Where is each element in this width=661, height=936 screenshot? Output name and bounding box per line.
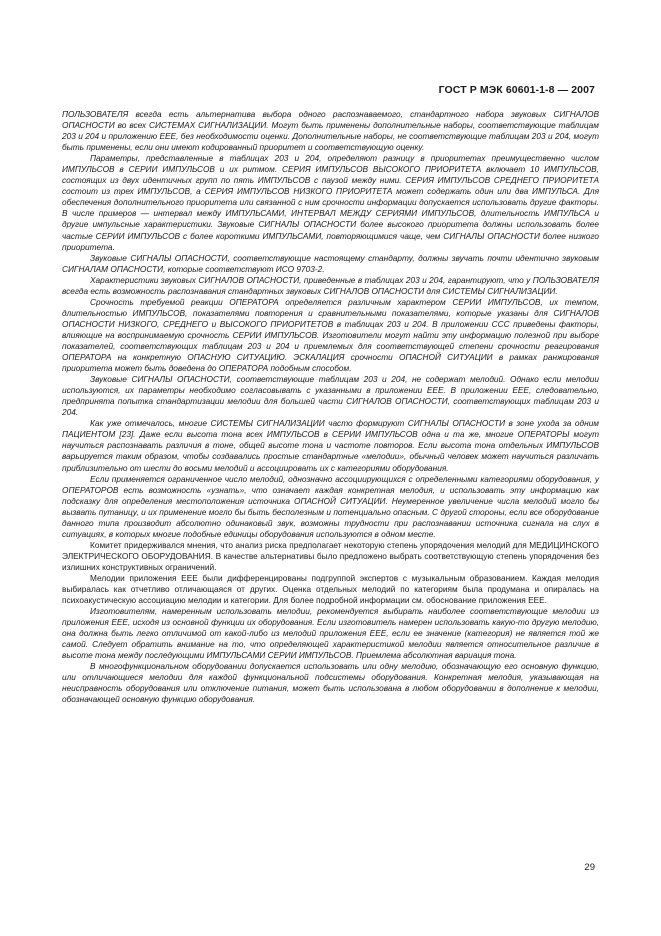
paragraph: ПОЛЬЗОВАТЕЛЯ всегда есть альтернатива выбора одного распознаваемого, стандартного набора звуковых СИГНАЛОВ ОПАСНОСТИ во всех СИСТЕМАХ СИГНАЛИЗАЦИИ. Могут быть применены дополнительные наборы, соответствующие таблицам 203 и 204 и приложению ЕЕЕ, без необходимости оценки. Дополнительные наборы, не соответствующие таблицам 203 и 204, могут быть применены, если они имеют кодированный приоритет и соответствующую оценку. — [62, 109, 599, 153]
paragraph: Характеристики звуковых СИГНАЛОВ ОПАСНОСТИ, приведенные в таблицах 203 и 204, гарантируют, что у ПОЛЬЗОВАТЕЛЯ всегда есть возможность распознавания стандартных звуковых СИГНАЛОВ ОПАСНОСТИ для СИСТЕМЫ СИГНАЛИЗАЦИИ. — [62, 274, 599, 296]
paragraph: Мелодии приложения ЕЕЕ были дифференцированы подгруппой экспертов с музыкальным образованием. Каждая мелодия выбиралась как отчетливо отличающаяся от других. Оценка отдельных мелодий по категориям была продумана и опиралась на психоакустическую ассоциацию мелодии и категории. Для более подробной информации см. обоснование приложения ЕЕЕ. — [62, 572, 599, 606]
body-text — [62, 109, 599, 706]
paragraph: Как уже отмечалось, многие СИСТЕМЫ СИГНАЛИЗАЦИИ часто формируют СИГНАЛЫ ОПАСНОСТИ в зоне ухода за одним ПАЦИЕНТОМ [23]. Даже если высота тона всех ИМПУЛЬСОВ в СЕРИИ ИМПУЛЬСОВ одна и та же, многие ОПЕРАТОРЫ могут научиться распознавать различия в тоне, общей высоте тона и частоте повторов. Если высота тона отдельных ИМПУЛЬСОВ варьируется таким образом, чтобы создавались простые стандартные «мелодии», обычный человек может научиться различать приблизительно от шести до восьми мелодий и ассоциировать их с категориями оборудования. — [62, 418, 599, 473]
standard-header: ГОСТ Р МЭК 60601-1-8 — 2007 — [438, 84, 595, 96]
paragraph: В многофункциональном оборудовании допускается использовать или одну мелодию, обозначающую его основную функцию, или отличающиеся мелодии для каждой функциональной подсистемы оборудования. Конкретная мелодия, указывающая на неисправность оборудования или отключение питания, может быть использована в любом оборудовании в дополнение к мелодии, обозначающей основную функцию оборудования. — [62, 661, 599, 705]
page-number: 29 — [584, 862, 595, 873]
paragraph: Параметры, представленные в таблицах 203 и 204, определяют разницу в приоритетах преимущественно числом ИМПУЛЬСОВ в СЕРИИ ИМПУЛЬСОВ и их ритмом. СЕРИЯ ИМПУЛЬСОВ ВЫСОКОГО ПРИОРИТЕТА включает 10 ИМПУЛЬСОВ, состоящих из двух идентичных групп по пять ИМПУЛЬСОВ с паузой между ними. СЕРИЯ ИМПУЛЬСОВ СРЕДНЕГО ПРИОРИТЕТА состоит из трех ИМПУЛЬСОВ, а СЕРИЯ ИМПУЛЬСОВ НИЗКОГО ПРИОРИТЕТА может содержать один или два ИМПУЛЬСА. Для обеспечения дополнительного приоритета или связанной с ним срочности информации допускается использовать другие факторы. В числе примеров — интервал между ИМПУЛЬСАМИ, ИНТЕРВАЛ МЕЖДУ СЕРИЯМИ ИМПУЛЬСОВ, длительность ИМПУЛЬСА и другие импульсные характеристики. Звуковые СИГНАЛЫ ОПАСНОСТИ более высокого приоритета должны использовать более частые СЕРИИ ИМПУЛЬСОВ с более короткими ИМПУЛЬСАМИ, повторяющимися чаще, чем СИГНАЛЫ ОПАСНОСТИ более низкого приоритета. — [62, 153, 599, 252]
paragraph: Если применяется ограниченное число мелодий, однозначно ассоциирующихся с определенными категориями оборудования, у ОПЕРАТОРОВ есть возможность «узнать», что означает каждая конкретная мелодия, и использовать эту информацию как подсказку для определения местоположения источника ОПАСНОЙ СИТУАЦИИ. Неумеренное увеличение числа мелодий могло бы вызвать путаницу, и их применение могло бы быть бесполезным и потенциально опасным. С другой стороны, если все оборудование данного типа производит абсолютно одинаковый звук, возможны трудности при распознавании источника сигнала на слух в ситуациях, в которых многие подобные единицы оборудования используются в одном месте. — [62, 473, 599, 539]
paragraph: Изготовителям, намеренным использовать мелодии, рекомендуется выбирать наиболее соответствующие мелодии из приложения ЕЕЕ, исходя из основной функции их оборудования. Если изготовитель намерен использовать какую-то другую мелодию, она должна быть легко отличимой от какой-либо из мелодий приложения ЕЕЕ, если ее значение (категория) не является той же самой. Следует обратить внимание на то, что определяющей характеристикой мелодии является относительное различие в высоте тона между последующими ИМПУЛЬСАМИ СЕРИИ ИМПУЛЬСОВ. Приемлема абсолютная вариация тона. — [62, 606, 599, 661]
paragraph: Комитет придерживался мнения, что анализ риска предполагает некоторую степень упорядочения мелодий для МЕДИЦИНСКОГО ЭЛЕКТРИЧЕСКОГО ОБОРУДОВАНИЯ. В качестве альтернативы было предложено выбрать соответствующую степень упорядочения без излишних конструктивных ограничений. — [62, 539, 599, 572]
paragraph: Срочность требуемой реакции ОПЕРАТОРА определяется различным характером СЕРИИ ИМПУЛЬСОВ, их темпом, длительностью ИМПУЛЬСОВ, показателями повторения и сравнительными показателями, которые указаны для СИГНАЛОВ ОПАСНОСТИ НИЗКОГО, СРЕДНЕГО и ВЫСОКОГО ПРИОРИТЕТОВ в таблицах 203 и 204. В приложении ССС приведены факторы, влияющие на воспринимаемую срочность СЕРИИ ИМПУЛЬСОВ. Изготовители могут найти эту информацию полезной при выборе показателей, соответствующих таблицам 203 и 204 и приемлемых для соответствующей степени срочности реагирования ОПЕРАТОРА на конкретную ОПАСНУЮ СИТУАЦИЮ. ЭСКАЛАЦИЯ срочности ОПАСНОЙ СИТУАЦИИ в рамках ранжирования приоритета может быть доведена до ОПЕРАТОРА подобным способом. — [62, 296, 599, 374]
paragraph: Звуковые СИГНАЛЫ ОПАСНОСТИ, соответствующие настоящему стандарту, должны звучать почти идентично звуковым СИГНАЛАМ ОПАСНОСТИ, которые соответствуют ИСО 9703-2. — [62, 252, 599, 274]
paragraph: Звуковые СИГНАЛЫ ОПАСНОСТИ, соответствующие таблицам 203 и 204, не содержат мелодий. Однако если мелодии используются, их параметры необходимо согласовывать с указанными в приложении ЕЕЕ. В приложении ЕЕЕ, следовательно, предпринята попытка стандартизации мелодии для большей части СИГНАЛОВ ОПАСНОСТИ, соответствующих таблицам 203 и 204. — [62, 374, 599, 418]
